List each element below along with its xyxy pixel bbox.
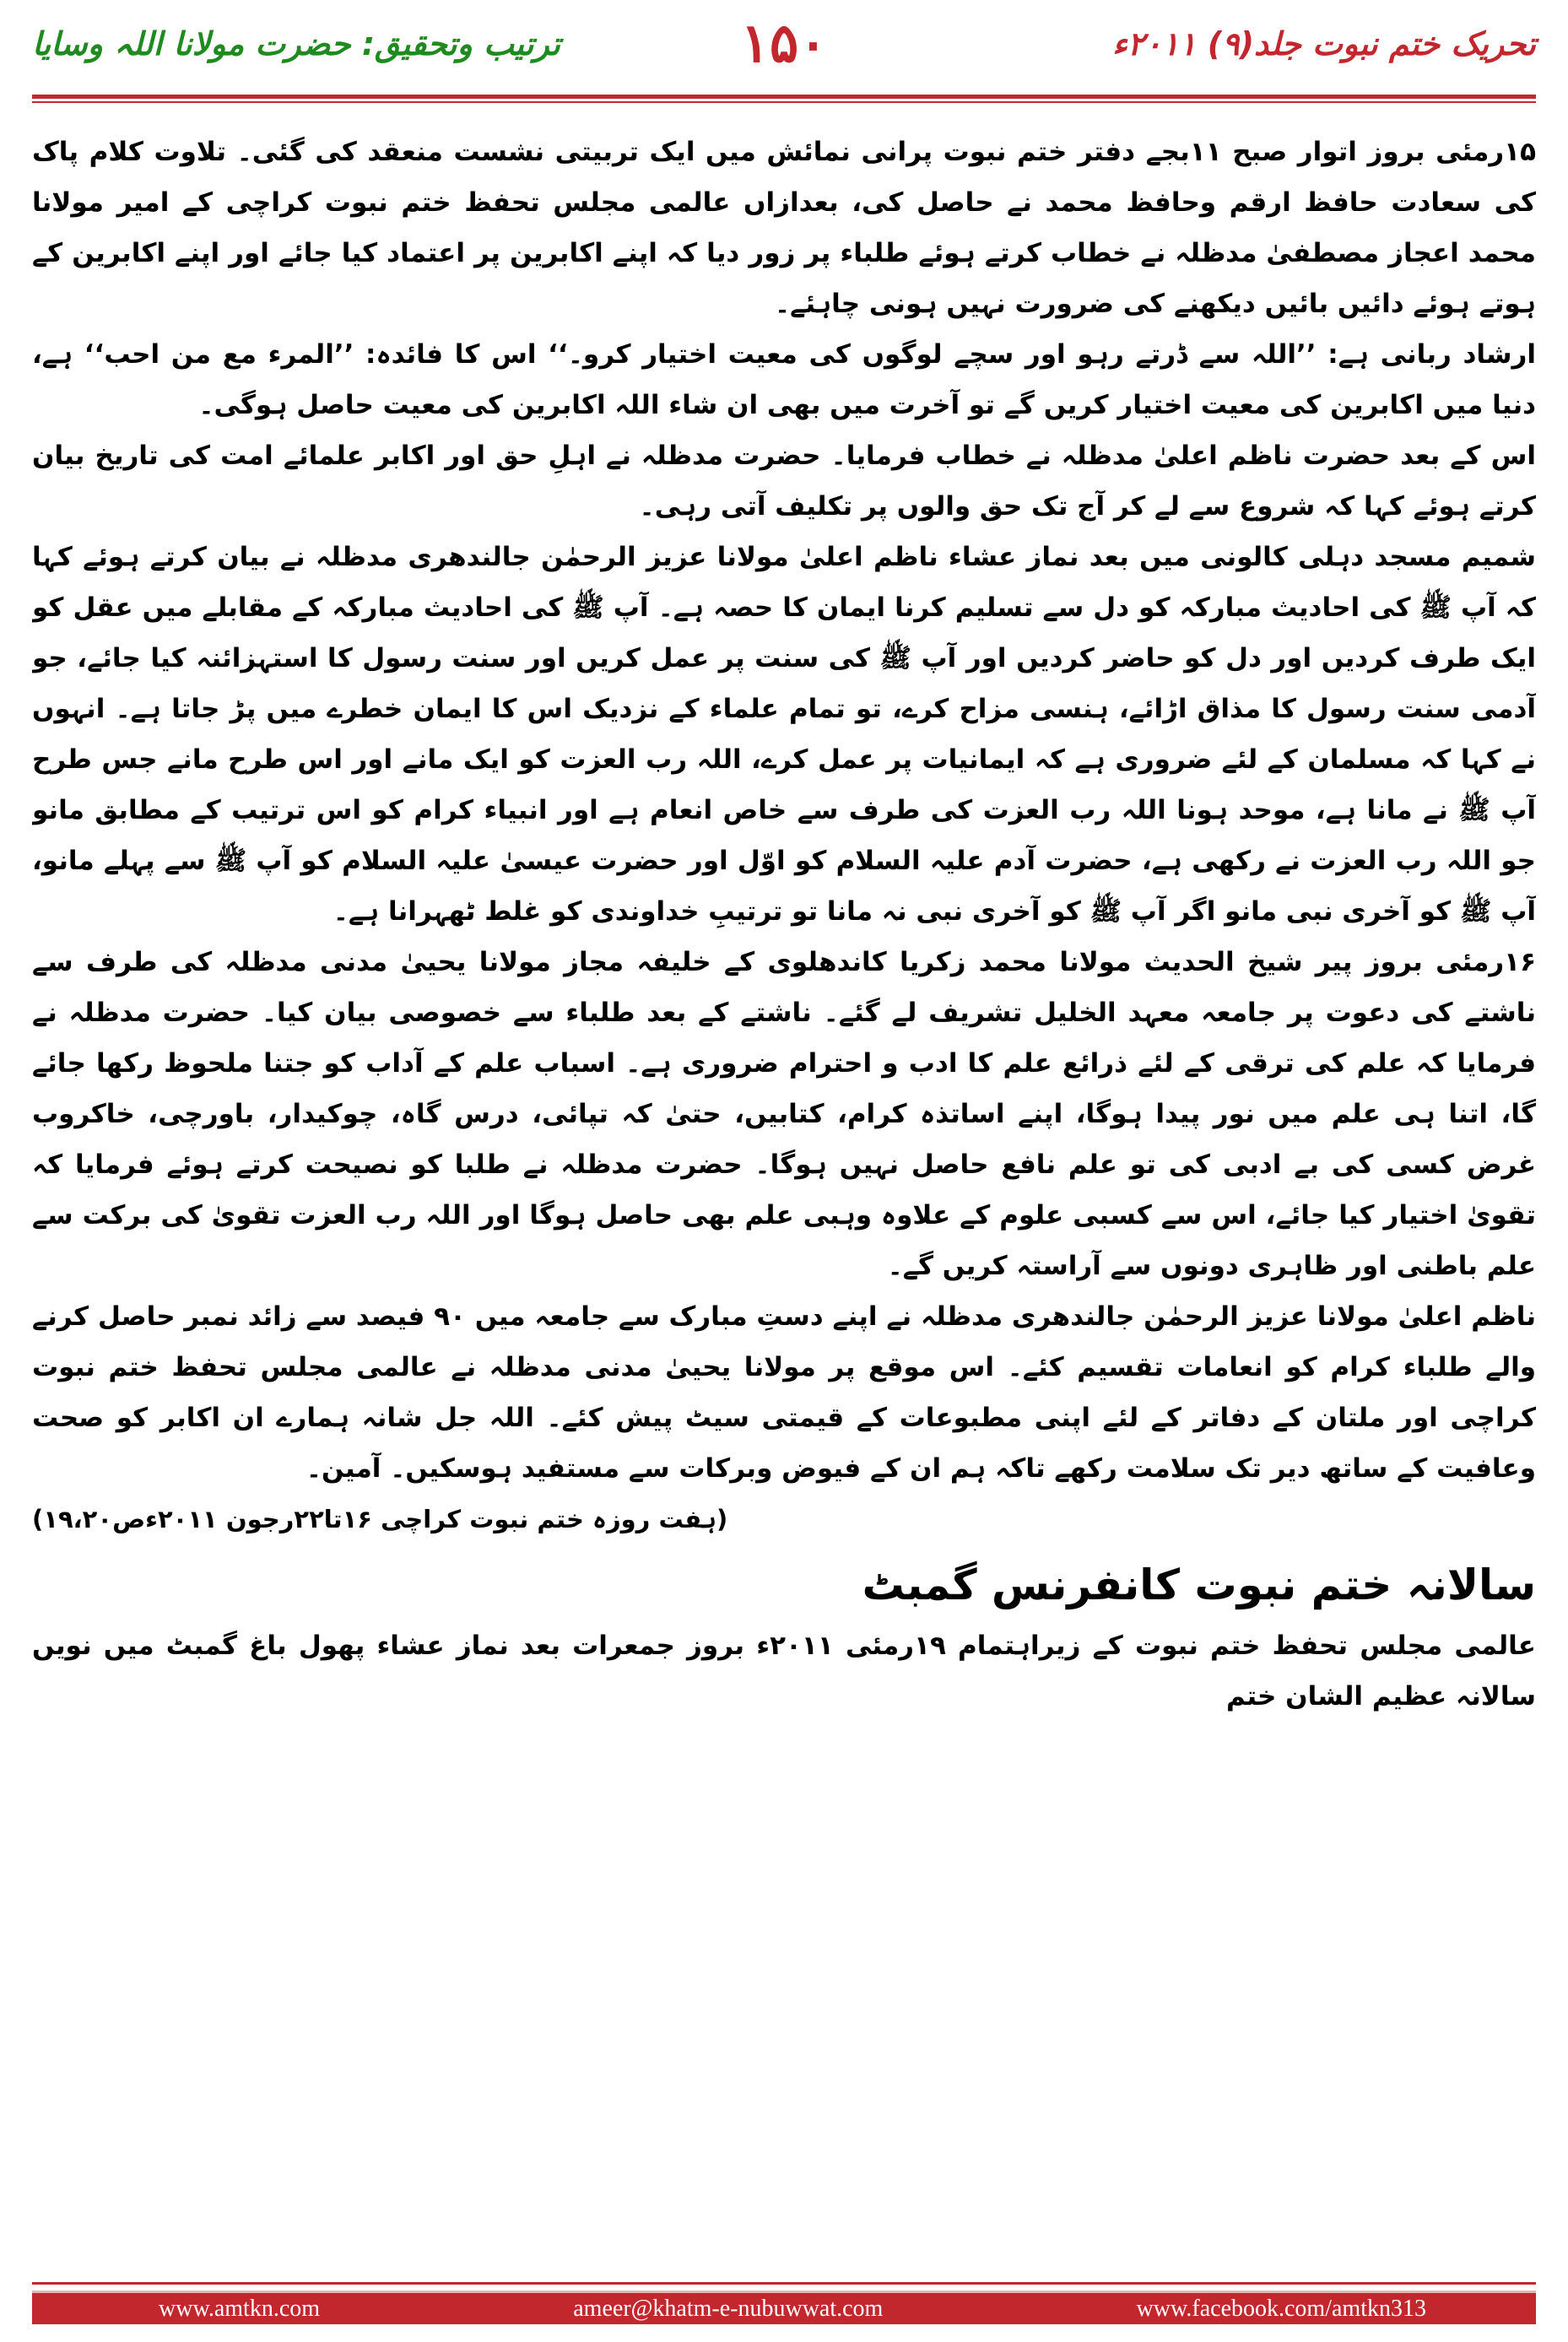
paragraph: ناظم اعلیٰ مولانا عزیز الرحمٰن جالندھری مدظلہ نے اپنے دستِ مبارک سے جامعہ میں ۹۰ فیصد سے زائد نمبر حاصل کرنے والے طلباء کرام کو انعامات تقسیم کئے۔ اس موقع پر مولانا یحییٰ مدنی مدظلہ نے عالمی مجلس تحفظ ختم نبوت کراچی اور ملتان کے دفاتر کے لئے اپنی مطبوعات کے قیمتی سیٹ پیش کئے۔ اللہ جل شانہ ہمارے ان اکابر کو صحت وعافیت کے ساتھ دیر تک سلامت رکھے تاکہ ہم ان کے فیوض وبرکات سے مستفید ہوسکیں۔ آمین۔	[32, 1301, 1536, 1484]
citation-row	[32, 1494, 1536, 1544]
page-number: ۱۵۰	[740, 12, 828, 75]
section-heading: سالانہ ختم نبوت کانفرنس گمبٹ	[862, 1560, 1536, 1609]
footer-divider	[32, 2282, 1536, 2285]
header-book-title: تحریک ختم نبوت جلد(۹) ۲۰۱۱ء	[1112, 25, 1536, 62]
footer-facebook-link[interactable]: www.facebook.com/amtkn313	[1136, 2295, 1426, 2322]
page-header	[0, 0, 1568, 91]
footer-email-link[interactable]: ameer@khatm-e-nubuwwat.com	[573, 2295, 884, 2322]
paragraph: ۱۵رمئی بروز اتوار صبح ۱۱بجے دفتر ختم نبوت پرانی نمائش میں ایک تربیتی نشست منعقد کی گئی۔ تلاوت کلام پاک کی سعادت حافظ ارقم وحافظ محمد نے حاصل کی، بعدازاں عالمی مجلس تحفظ ختم نبوت کراچی کے امیر مولانا محمد اعجاز مصطفیٰ مدظلہ نے خطاب کرتے ہوئے طلباء پر زور دیا کہ اپنے اکابرین پر اعتماد کیا جائے اور اپنے اکابرین کے ہوتے ہوئے دائیں بائیں دیکھنے کی ضرورت نہیں ہونی چاہئے۔	[32, 137, 1536, 319]
paragraph: ۱۶رمئی بروز پیر شیخ الحدیث مولانا محمد زکریا کاندھلوی کے خلیفہ مجاز مولانا یحییٰ مدنی مدظلہ کی طرف سے ناشتے کی دعوت پر جامعہ معہد الخلیل تشریف لے گئے۔ ناشتے کے بعد طلباء سے خصوصی بیان کیا۔ حضرت مدظلہ نے فرمایا کہ علم کی ترقی کے لئے ذرائع علم کا ادب و احترام ضروری ہے۔ اسباب علم کے آداب کو جتنا ملحوظ رکھا جائے گا، اتنا ہی علم میں نور پیدا ہوگا، اپنے اساتذہ کرام، کتابیں، حتیٰ کہ تپائی، درس گاہ، چوکیدار، باورچی، خاکروب غرض کسی کی بے ادبی کی تو علم نافع حاصل نہیں ہوگا۔ حضرت مدظلہ نے طلبا کو نصیحت کرتے ہوئے فرمایا کہ تقویٰ اختیار کیا جائے، اس سے کسبی علوم کے علاوہ وہبی علم بھی حاصل ہوگا اور اللہ رب العزت تقویٰ کی برکت سے علم باطنی اور ظاہری دونوں سے آراستہ کریں گے۔	[32, 947, 1536, 1281]
header-compiler: ترتیب وتحقیق: حضرت مولانا اللہ وسایا	[32, 25, 560, 62]
header-divider-thin	[32, 101, 1536, 103]
header-divider	[32, 95, 1536, 99]
footer-website-link[interactable]: www.amtkn.com	[159, 2295, 321, 2322]
article-body	[32, 127, 1536, 2118]
paragraph: اس کے بعد حضرت ناظم اعلیٰ مدظلہ نے خطاب فرمایا۔ حضرت مدظلہ نے اہلِ حق اور اکابر علمائے امت کی تاریخ بیان کرتے ہوئے کہا کہ شروع سے لے کر آج تک حق والوں پر تکلیف آتی رہی۔	[32, 441, 1536, 522]
paragraph: شمیم مسجد دہلی کالونی میں بعد نماز عشاء ناظم اعلیٰ مولانا عزیز الرحمٰن جالندھری مدظلہ نے بیان کرتے ہوئے کہا کہ آپ ﷺ کی احادیث مبارکہ کو دل سے تسلیم کرنا ایمان کا حصہ ہے۔ آپ ﷺ کی احادیث مبارکہ کے مقابلے میں عقل کو ایک طرف کردیں اور دل کو حاضر کردیں اور آپ ﷺ کی سنت پر عمل کریں اور سنت رسول کا استہزائنہ کیا جائے، جو آدمی سنت رسول کا مذاق اڑائے، ہنسی مزاح کرے، تو تمام علماء کے نزدیک اس کا ایمان خطرے میں پڑ جاتا ہے۔ انہوں نے کہا کہ مسلمان کے لئے ضروری ہے کہ ایمانیات پر عمل کرے، اللہ رب العزت کو ایک مانے اور اس طرح مانے جس طرح آپ ﷺ نے مانا ہے، موحد ہونا اللہ رب العزت کی طرف سے خاص انعام ہے اور انبیاء کرام کو اس ترتیب کے مطابق مانو جو اللہ رب العزت نے رکھی ہے، حضرت آدم علیہ السلام کو اوّل اور حضرت عیسیٰ علیہ السلام کو آپ ﷺ سے پہلے مانو، آپ ﷺ کو آخری نبی مانو اگر آپ ﷺ کو آخری نبی نہ مانا تو ترتیبِ خداوندی کو غلط ٹھہرانا ہے۔	[32, 542, 1536, 927]
paragraph: ارشاد ربانی ہے: ’’اللہ سے ڈرتے رہو اور سچے لوگوں کی معیت اختیار کرو۔‘‘ اس کا فائدہ: ’’المرء مع من احب‘‘ ہے، دنیا میں اکابرین کی معیت اختیار کریں گے تو آخرت میں بھی ان شاء اللہ اکابرین کی معیت حاصل ہوگی۔	[32, 339, 1536, 420]
page-footer	[32, 2291, 1536, 2324]
source-citation: (ہفت روزہ ختم نبوت کراچی ۱۶تا۲۲رجون ۲۰۱۱ءص۱۹،۲۰)	[32, 1505, 728, 1533]
paragraph: عالمی مجلس تحفظ ختم نبوت کے زیراہتمام ۱۹رمئی ۲۰۱۱ء بروز جمعرات بعد نماز عشاء پھول باغ گمبٹ میں نویں سالانہ عظیم الشان ختم	[32, 1631, 1536, 1712]
